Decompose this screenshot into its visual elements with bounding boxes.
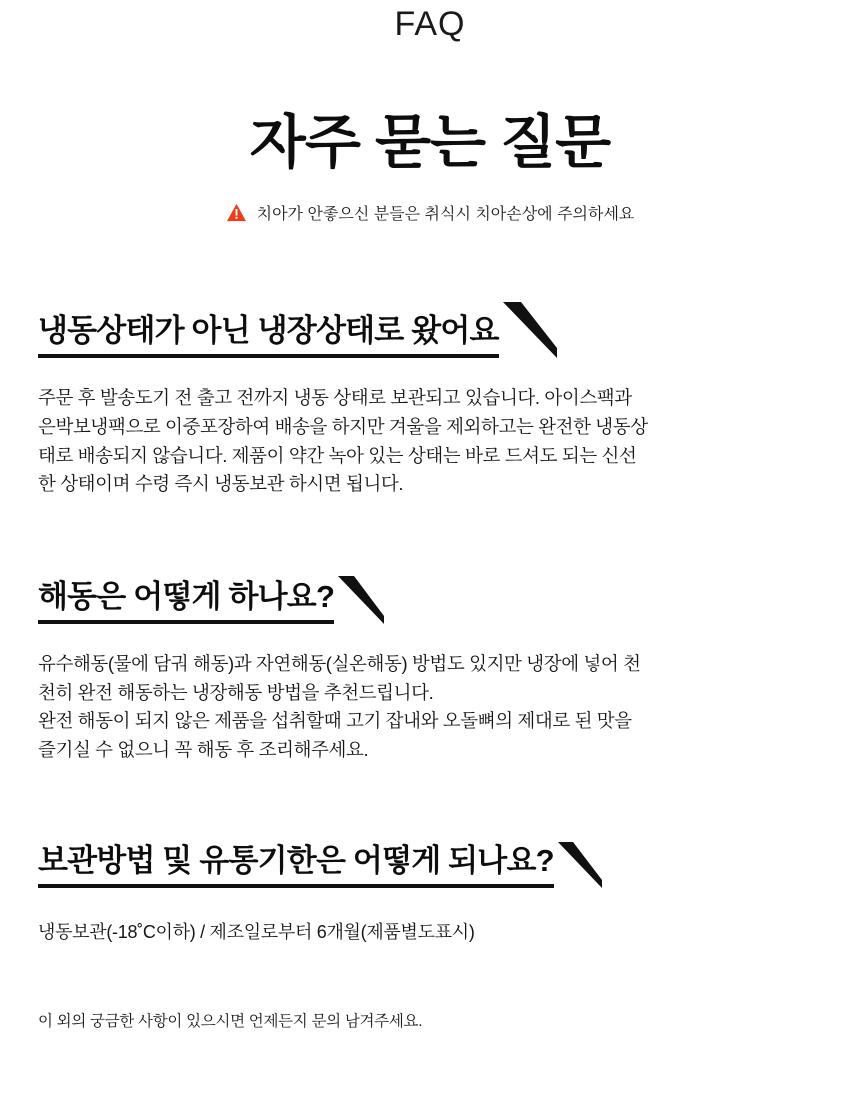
answer-line: 은박보냉팩으로 이중포장하여 배송을 하지만 겨울을 제외하고는 완전한 냉동상	[38, 416, 648, 438]
warning-triangle-icon	[226, 203, 247, 222]
faq-question-wrap-2	[38, 571, 822, 624]
answer-line: 냉동보관(-18˚C이하) / 제조일로부터 6개월(제품별도표시)	[38, 921, 475, 942]
answer-line: 한 상태이며 수령 즉시 냉동보관 하시면 됩니다.	[38, 473, 404, 495]
faq-question-wrap-3	[38, 835, 822, 888]
faq-answer-1	[38, 384, 822, 499]
answer-line: 주문 후 발송도기 전 출고 전까지 냉동 상태로 보관되고 있습니다. 아이스팩과	[38, 387, 632, 409]
page-title: 자주 묻는 질문	[249, 110, 611, 176]
faq-question-1: 냉동상태가 아닌 냉장상태로 왔어요	[38, 305, 499, 358]
notice-row	[0, 201, 860, 224]
faq-question-2: 해동은 어떻게 하나요?	[38, 571, 334, 624]
answer-line: 즐기실 수 없으니 꼭 해동 후 조리해주세요.	[38, 739, 369, 761]
answer-line: 태로 배송되지 않습니다. 제품이 약간 녹아 있는 상태는 바로 드셔도 되는 신선	[38, 444, 637, 466]
page-eyebrow: FAQ	[394, 5, 466, 43]
faq-item-2	[0, 571, 860, 765]
answer-line: 유수해동(물에 담궈 해동)과 자연해동(실온해동) 방법도 있지만 냉장에 넣어 천	[38, 653, 641, 675]
faq-item-1	[0, 302, 860, 499]
faq-item-3	[0, 835, 860, 947]
footer-note: 이 외의 궁금한 사항이 있으시면 언제든지 문의 남겨주세요.	[38, 1012, 423, 1030]
swoosh-accent-icon	[336, 576, 386, 626]
notice-text: 치아가 안좋으신 분들은 취식시 치아손상에 주의하세요	[256, 206, 635, 224]
faq-question-wrap-1	[38, 302, 822, 358]
faq-answer-3	[38, 918, 822, 947]
faq-answer-2	[38, 650, 822, 765]
answer-line: 완전 해동이 되지 않은 제품을 섭취할때 고기 잡내와 오돌뼈의 제대로 된 맛을	[38, 710, 632, 732]
swoosh-accent-icon	[501, 302, 559, 360]
faq-question-3: 보관방법 및 유통기한은 어떻게 되나요?	[38, 835, 554, 888]
answer-line: 천히 완전 해동하는 냉장해동 방법을 추천드립니다.	[38, 681, 434, 703]
swoosh-accent-icon	[556, 842, 604, 890]
